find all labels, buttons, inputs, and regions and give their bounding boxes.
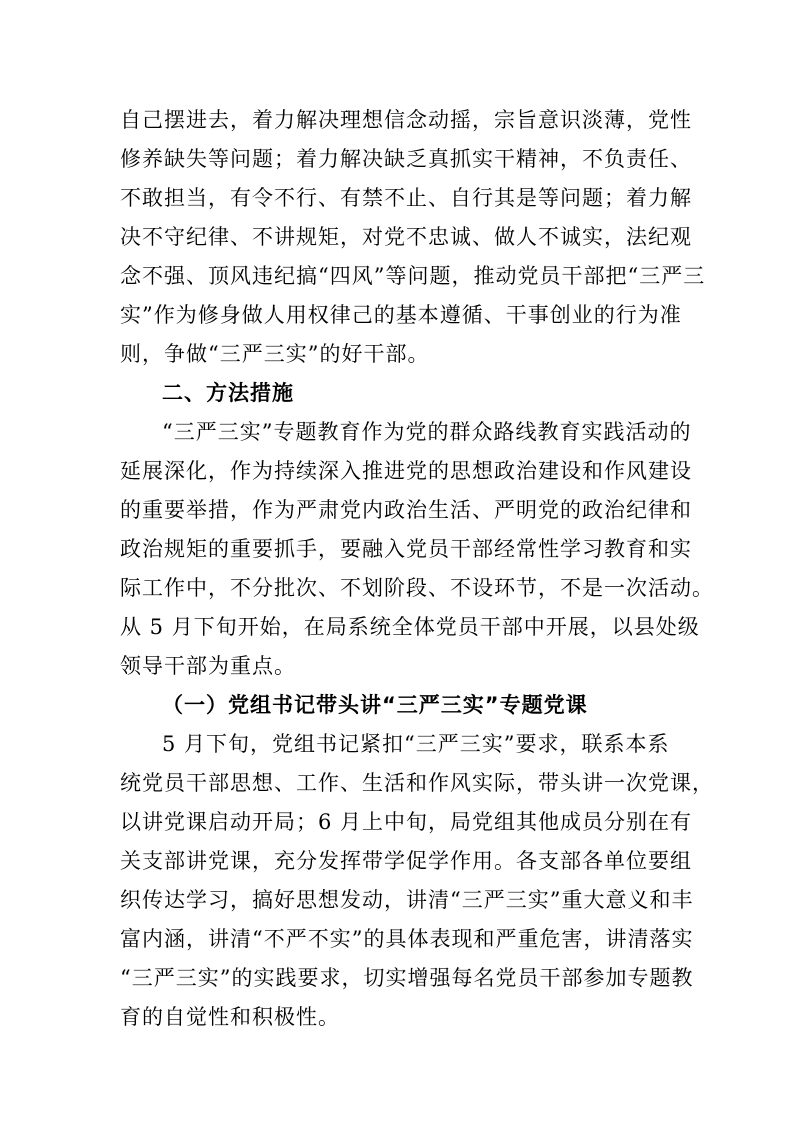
- paragraph-line: 修养缺失等问题；着力解决缺乏真抓实干精神，不负责任、: [120, 147, 692, 171]
- paragraph-line: 念不强、顶风违纪搞“四风”等问题，推动党员干部把“三严三: [120, 264, 706, 288]
- paragraph-line: 织传达学习，搞好思想发动，讲清“三严三实”重大意义和丰: [120, 888, 694, 912]
- paragraph-line: “三严三实”的实践要求，切实增强每名党员干部参加专题教: [120, 966, 694, 990]
- paragraph-line: 自己摆进去，着力解决理想信念动摇，宗旨意识淡薄，党性: [120, 108, 692, 132]
- paragraph-line: 延展深化，作为持续深入推进党的思想政治建设和作风建设: [120, 459, 692, 483]
- paragraph-line: 则，争做“三严三实”的好干部。: [120, 342, 430, 366]
- paragraph-line: 政治规矩的重要抓手，要融入党员干部经常性学习教育和实: [120, 537, 692, 561]
- paragraph-line: 际工作中，不分批次、不划阶段、不设环节，不是一次活动。: [120, 576, 714, 600]
- paragraph-line: 不敢担当，有令不行、有禁不止、自行其是等问题；着力解: [120, 186, 692, 210]
- paragraph-line: 从 5 月下旬开始，在局系统全体党员干部中开展，以县处级: [120, 615, 700, 639]
- paragraph-line: 关支部讲党课，充分发挥带学促学作用。各支部各单位要组: [120, 849, 692, 873]
- subheading: （一）党组书记带头讲“三严三实”专题党课: [162, 693, 588, 717]
- paragraph-line: 实”作为修身做人用权律己的基本遵循、干事创业的行为准: [120, 303, 682, 327]
- paragraph-line: 决不守纪律、不讲规矩，对党不忠诚、做人不诚实，法纪观: [120, 225, 692, 249]
- paragraph-line: 以讲党课启动开局；6 月上中旬，局党组其他成员分别在有: [120, 810, 693, 834]
- section-heading: 二、方法措施: [162, 381, 294, 405]
- paragraph-line: 领导干部为重点。: [120, 654, 296, 678]
- paragraph-line: 5 月下旬，党组书记紧扣“三严三实”要求，联系本系: [162, 732, 670, 756]
- paragraph-line: 富内涵，讲清“不严不实”的具体表现和严重危害，讲清落实: [120, 927, 694, 951]
- paragraph-line: 的重要举措，作为严肃党内政治生活、严明党的政治纪律和: [120, 498, 692, 522]
- paragraph-line: 统党员干部思想、工作、生活和作风实际，带头讲一次党课，: [120, 771, 714, 795]
- paragraph-line: 育的自觉性和积极性。: [120, 1005, 340, 1029]
- paragraph-line: “三严三实”专题教育作为党的群众路线教育实践活动的: [162, 420, 692, 444]
